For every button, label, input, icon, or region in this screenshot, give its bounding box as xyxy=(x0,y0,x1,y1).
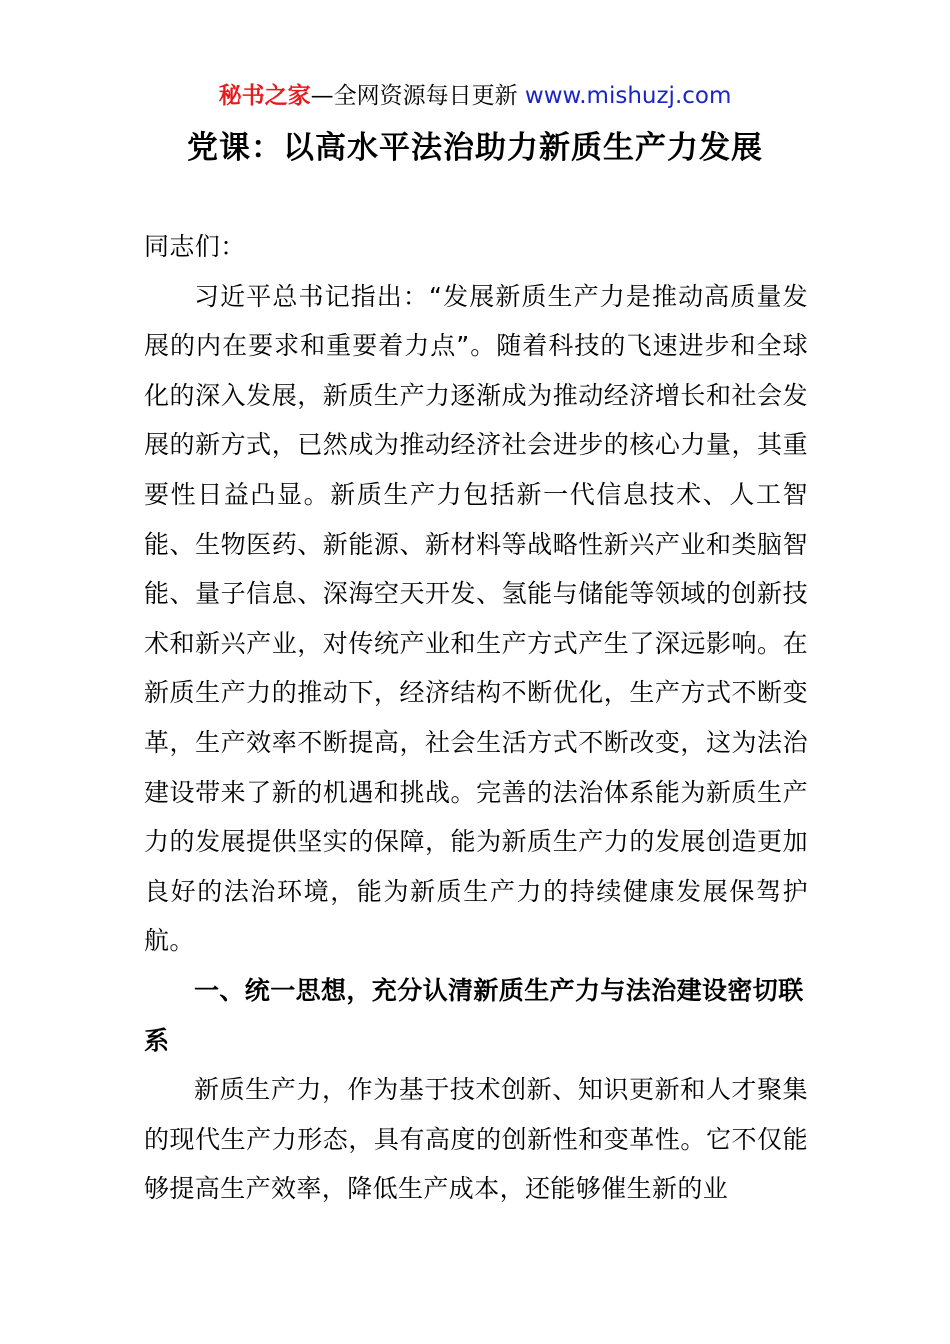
site-url-link[interactable]: www.mishuzj.com xyxy=(524,83,732,109)
salutation: 同志们： xyxy=(144,232,246,261)
document-body xyxy=(144,222,808,1214)
brand-name: 秘书之家 xyxy=(218,83,311,109)
document-title: 党课：以高水平法治助力新质生产力发展 xyxy=(187,130,763,166)
site-header xyxy=(0,80,950,112)
body-paragraph: 新质生产力，作为基于技术创新、知识更新和人才聚集的现代生产力形态，具有高度的创新性和变革性。它不仅能够提高生产效率，降低生产成本，还能够催生新的业 xyxy=(144,1075,808,1204)
site-tagline: —全网资源每日更新 xyxy=(310,83,525,109)
section-heading: 一、统一思想，充分认清新质生产力与法治建设密切联系 xyxy=(144,975,804,1055)
body-paragraph: 习近平总书记指出：“发展新质生产力是推动高质量发展的内在要求和重要着力点”。随着科技的飞速进步和全球化的深入发展，新质生产力逐渐成为推动经济增长和社会发展的新方式，已然成为推动经济社会进步的核心力量，其重要性日益凸显。新质生产力包括新一代信息技术、人工智能、生物医药、新能源、新材料等战略性新兴产业和类脑智能、量子信息、深海空天开发、氢能与储能等领域的创新技术和新兴产业，对传统产业和生产方式产生了深远影响。在新质生产力的推动下，经济结构不断优化，生产方式不断变革，生产效率不断提高，社会生活方式不断改变，这为法治建设带来了新的机遇和挑战。完善的法治体系能为新质生产力的发展提供坚实的保障，能为新质生产力的发展创造更加良好的法治环境，能为新质生产力的持续健康发展保驾护航。 xyxy=(144,281,808,956)
